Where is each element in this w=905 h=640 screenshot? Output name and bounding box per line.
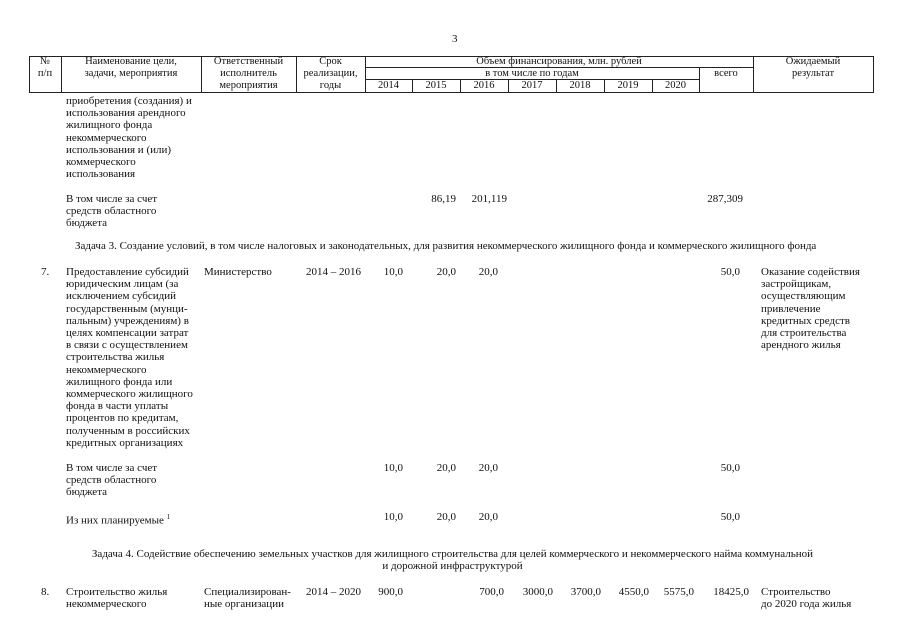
row-7-planned-2016: 20,0	[478, 511, 498, 523]
task-4-heading-line1: Задача 4. Содействие обеспечению земельных участков для жилищного строительства для целей коммерческого и некоммерческого найма коммунальной	[91, 548, 814, 560]
header-year: 2020	[665, 80, 686, 91]
row-8-executor: Специализирован- ные организации	[204, 586, 291, 611]
row-7-planned-label: Из них планируемые $^1$	[66, 513, 171, 527]
header-name: Наименование цели, задачи, мероприятия	[84, 56, 178, 80]
header-total: всего	[714, 68, 738, 79]
row-8-name: Строительство жилья некоммерческого	[66, 586, 168, 611]
header-year: 2014	[378, 80, 399, 91]
row-8-term: 2014 – 2020	[306, 586, 361, 598]
row-8-2018: 3700,0	[570, 586, 601, 598]
continued-text: приобретения (создания) и использования арендного жилищного фонда некоммерческого использования и (или) коммерческого использования	[66, 95, 192, 181]
header-by-years: в том числе по годам	[485, 68, 579, 79]
row-7-2016: 20,0	[478, 266, 498, 278]
header-year: 2015	[425, 80, 447, 91]
row-budget-2016: 201,119	[471, 193, 507, 205]
row-8-2017: 3000,0	[522, 586, 553, 598]
row-budget-total: 287,309	[707, 193, 743, 205]
header-num: № п/п	[37, 56, 53, 80]
row-7-total: 50,0	[720, 266, 740, 278]
row-7-budget-total: 50,0	[720, 462, 740, 474]
row-7-planned-total: 50,0	[720, 511, 740, 523]
header-year: 2018	[569, 80, 591, 91]
row-7-executor: Министерство	[204, 266, 272, 278]
page-number: 3	[452, 33, 458, 45]
row-7-number: 7.	[41, 266, 50, 278]
row-budget-label: В том числе за счет средств областного бюджета	[66, 193, 158, 230]
row-7-name: Предоставление субсидий юридическим лицам (за исключением субсидий государственным (мунци- пальным) учреждениям) в целях компенсации затрат в связи с осуществлением строительства жилья некоммерческого жилищного фонда или коммерческого жилищного фонда в части уплаты процентов по кредитам, полученным в российских кредитных организациях	[66, 266, 193, 449]
row-8-2019: 4550,0	[618, 586, 649, 598]
row-7-budget-2015: 20,0	[436, 462, 456, 474]
row-7-budget-2014: 10,0	[383, 462, 403, 474]
header-year: 2019	[617, 80, 639, 91]
row-7-planned-2014: 10,0	[383, 511, 403, 523]
row-7-budget-2016: 20,0	[478, 462, 498, 474]
header-term: Срок реализации, годы	[303, 56, 358, 92]
row-8-2020: 5575,0	[663, 586, 694, 598]
footnote-marker: 1	[166, 513, 171, 521]
header-funding: Объем финансирования, млн. рублей	[476, 56, 642, 67]
row-8-total: 18425,0	[713, 586, 749, 598]
header-year: 2016	[473, 80, 495, 91]
task-3-heading: Задача 3. Создание условий, в том числе налоговых и законодательных, для развития некоммерческого жилищного фонда и коммерческого жилищного фонда	[75, 240, 817, 252]
row-8-number: 8.	[41, 586, 50, 598]
row-8-2014: 900,0	[378, 586, 403, 598]
row-8-2016: 700,0	[479, 586, 504, 598]
header-executor: Ответственный исполнитель мероприятия	[213, 56, 284, 92]
row-7-2015: 20,0	[436, 266, 456, 278]
task-4-heading-line2: и дорожной инфраструктурой	[382, 560, 523, 572]
header-vline	[873, 56, 874, 93]
row-7-term: 2014 – 2016	[306, 266, 361, 278]
row-7-planned-2015: 20,0	[436, 511, 456, 523]
header-years-bottom	[365, 92, 699, 93]
row-8-result: Строительство до 2020 года жилья	[761, 586, 852, 611]
row-7-2014: 10,0	[383, 266, 403, 278]
row-budget-2015: 86,19	[431, 193, 456, 205]
header-year: 2017	[521, 80, 543, 91]
header-result: Ожидаемый результат	[785, 56, 841, 80]
row-7-budget-label: В том числе за счет средств областного бюджета	[66, 462, 158, 499]
row-7-result: Оказание содействия застройщикам, осуществляющим привлечение кредитных средств для строительства арендного жилья	[761, 266, 860, 352]
